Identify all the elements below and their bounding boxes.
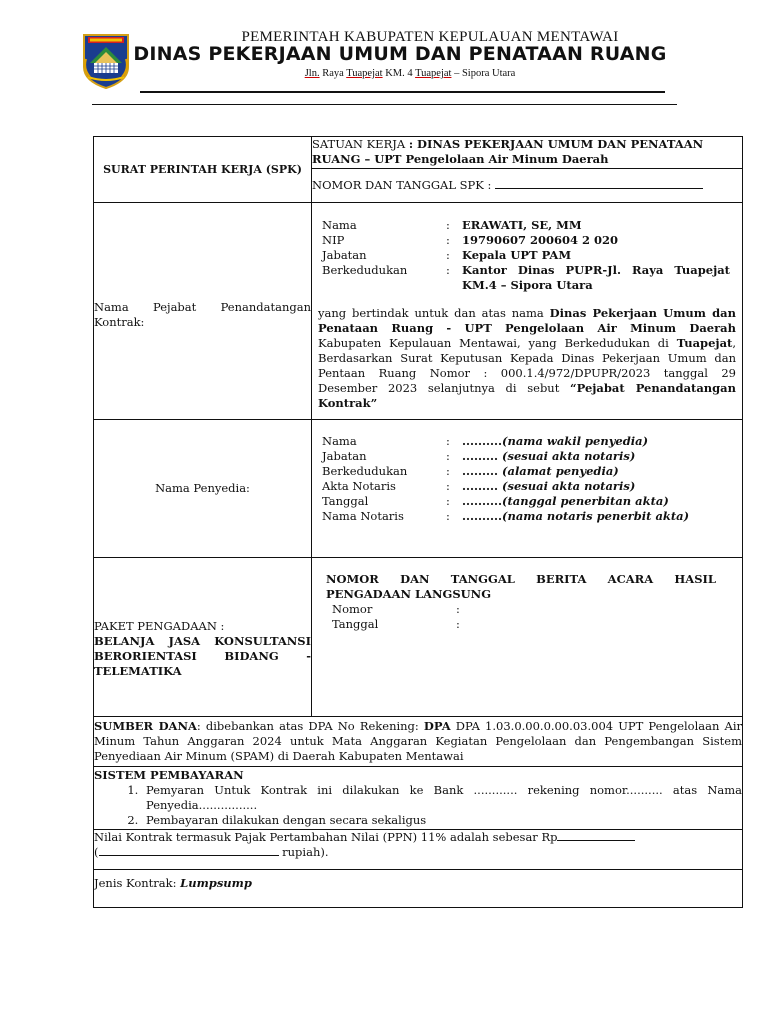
field-dots: .......... bbox=[462, 494, 503, 508]
field-colon: : bbox=[446, 263, 450, 277]
nilai-kontrak-amount-blank[interactable] bbox=[557, 840, 635, 841]
nilai-kontrak-text: Nilai Kontrak termasuk Pajak Pertambahan Nilai (PPN) 11% adalah sebesar Rp bbox=[94, 830, 558, 844]
field-key: Berkedudukan bbox=[322, 263, 408, 277]
spk-number-label: NOMOR DAN TANGGAL SPK : bbox=[312, 178, 496, 192]
berita-acara-title: NOMOR DAN TANGGAL BERITA ACARA HASIL PENGADAAN LANGSUNG bbox=[326, 572, 716, 601]
satker-value: : DINAS PEKERJAAN UMUM DAN PENATAAN RUANG – UPT Pengelolaan Air Minum Daerah bbox=[312, 137, 704, 166]
spk-number-blank[interactable] bbox=[495, 188, 703, 189]
field-value: Kepala UPT PAM bbox=[462, 248, 572, 262]
sumber-dana-cell bbox=[94, 717, 743, 767]
field-value: (alamat penyedia) bbox=[502, 464, 619, 478]
pembayaran-item: 2. Pembayaran dilakukan dengan secara sekaligus bbox=[142, 813, 742, 828]
address-part: Tuapejat bbox=[415, 68, 452, 79]
field-dots: .......... bbox=[462, 434, 503, 448]
letterhead-rule-thin bbox=[92, 104, 677, 105]
pejabat-paragraph bbox=[312, 293, 742, 413]
penyedia-row bbox=[322, 509, 689, 524]
para-text: yang bertindak untuk dan atas nama bbox=[318, 306, 550, 320]
department-name: DINAS PEKERJAAN UMUM DAN PENATAAN RUANG bbox=[133, 43, 667, 65]
penyedia-detail-cell bbox=[312, 420, 743, 558]
field-key: Nama bbox=[322, 434, 357, 448]
field-key: Nama bbox=[322, 218, 357, 232]
penyedia-row bbox=[322, 479, 689, 494]
para-text: Tuapejat bbox=[676, 336, 733, 350]
pejabat-row bbox=[322, 233, 730, 248]
jenis-kontrak-cell bbox=[94, 870, 743, 908]
address-part: Raya bbox=[319, 68, 347, 79]
pembayaran-item: 1. Pemyaran Untuk Kontrak ini dilakukan ke Bank ............ rekening nomor.......... atas Nama Penyedia................ bbox=[142, 783, 742, 813]
field-colon: : bbox=[446, 233, 450, 247]
field-value: 19790607 200604 2 020 bbox=[462, 233, 619, 247]
field-key: Tanggal bbox=[322, 494, 369, 508]
field-value: (tanggal penerbitan akta) bbox=[502, 494, 669, 508]
penyedia-fields bbox=[322, 434, 689, 524]
penyedia-row bbox=[322, 434, 689, 449]
para-text: Kabupaten Kepulauan Mentawai, yang Berkedudukan di bbox=[318, 336, 677, 350]
paket-label: PAKET PENGADAAN : bbox=[94, 619, 225, 633]
field-value: Kantor Dinas PUPR-Jl. Raya Tuapejat KM.4 – Sipora Utara bbox=[462, 263, 730, 292]
pejabat-label: Nama Pejabat Penandatangan Kontrak: bbox=[94, 300, 311, 329]
nilai-kontrak-text: rupiah). bbox=[278, 845, 329, 859]
field-key: Jabatan bbox=[322, 449, 367, 463]
pejabat-label-cell bbox=[94, 203, 312, 420]
berita-acara-row bbox=[332, 602, 472, 617]
pejabat-detail-cell bbox=[312, 203, 743, 420]
field-key: NIP bbox=[322, 233, 345, 247]
sumber-dana-text: DPA 1.03.0.00.0.00.03.004 UPT Pengelolaan Air Minum Tahun Anggaran 2024 untuk Mata Anggaran Kegiatan Pengelolaan dan Pengembangan Sistem Penyediaan Air Minum (SPAM) di Daerah Kabupaten Mentawai bbox=[94, 719, 742, 763]
nilai-kontrak-cell bbox=[94, 830, 743, 870]
berita-acara-fields bbox=[332, 602, 472, 632]
address-part: – Sipora Utara bbox=[451, 68, 516, 79]
address-part: Tuapejat bbox=[346, 68, 383, 79]
field-value: (nama wakil penyedia) bbox=[502, 434, 649, 448]
field-dots: ......... bbox=[462, 464, 503, 478]
pembayaran-label: SISTEM PEMBAYARAN bbox=[94, 768, 244, 782]
penyedia-row bbox=[322, 494, 689, 509]
field-colon: : bbox=[446, 479, 450, 493]
field-colon: : bbox=[446, 218, 450, 232]
field-colon: : bbox=[456, 617, 460, 631]
field-colon: : bbox=[446, 248, 450, 262]
pembayaran-list bbox=[94, 783, 742, 828]
field-colon: : bbox=[446, 509, 450, 523]
field-colon: : bbox=[446, 434, 450, 448]
field-value: (sesuai akta notaris) bbox=[502, 449, 636, 463]
para-text: , Berdasarkan Surat Keputusan Kepada Dinas Pekerjaan Umum dan Pentaan Ruang Nomor : 000.1.4/972/DPUPR/2023 tanggal 29 Desember 2023 selanjutnya di sebut bbox=[318, 336, 736, 395]
pejabat-row bbox=[322, 263, 730, 293]
field-colon: : bbox=[456, 602, 460, 616]
field-key: Nomor bbox=[332, 602, 373, 616]
nilai-kontrak-words-blank[interactable] bbox=[99, 855, 279, 856]
field-colon: : bbox=[446, 449, 450, 463]
address-part: Jln. bbox=[304, 68, 320, 79]
field-colon: : bbox=[446, 494, 450, 508]
spk-title-cell bbox=[94, 137, 312, 203]
penyedia-row bbox=[322, 464, 689, 479]
field-value: ERAWATI, SE, MM bbox=[462, 218, 582, 232]
field-key: Nama Notaris bbox=[322, 509, 404, 523]
satker-cell bbox=[312, 137, 743, 169]
field-dots: .......... bbox=[462, 509, 503, 523]
field-colon: : bbox=[446, 464, 450, 478]
field-key: Tanggal bbox=[332, 617, 379, 631]
jenis-kontrak-label: Jenis Kontrak: bbox=[94, 876, 181, 890]
nilai-kontrak-text: ( bbox=[94, 845, 99, 859]
pejabat-row bbox=[322, 218, 730, 233]
government-name: PEMERINTAH KABUPATEN KEPULAUAN MENTAWAI bbox=[241, 29, 619, 45]
letterhead-rule-thick bbox=[140, 91, 665, 93]
pejabat-fields bbox=[322, 218, 730, 293]
paket-name: BELANJA JASA KONSULTANSI BERORIENTASI BIDANG - TELEMATIKA bbox=[94, 634, 311, 678]
penyedia-label: Nama Penyedia: bbox=[155, 481, 250, 495]
field-dots: ......... bbox=[462, 449, 503, 463]
para-text: “Pejabat Penandatangan Kontrak” bbox=[318, 381, 736, 410]
berita-acara-cell bbox=[312, 558, 743, 717]
field-value: (sesuai akta notaris) bbox=[502, 479, 636, 493]
field-key: Berkedudukan bbox=[322, 464, 408, 478]
field-value: (nama notaris penerbit akta) bbox=[502, 509, 690, 523]
spk-form-table bbox=[93, 136, 743, 908]
sumber-dana-dpa: DPA bbox=[423, 719, 451, 733]
address-part: KM. 4 bbox=[382, 68, 416, 79]
berita-acara-row bbox=[332, 617, 472, 632]
jenis-kontrak-value: Lumpsump bbox=[180, 876, 252, 890]
satker-label: SATUAN KERJA bbox=[312, 137, 409, 151]
pembayaran-cell bbox=[94, 767, 743, 830]
spk-title: SURAT PERINTAH KERJA (SPK) bbox=[103, 162, 302, 176]
field-dots: ......... bbox=[462, 479, 503, 493]
sumber-dana-text: : dibebankan atas DPA No Rekening: bbox=[196, 719, 424, 733]
para-text: Dinas Pekerjaan Umum dan Penataan Ruang - UPT Pengelolaan Air Minum Daerah bbox=[318, 306, 736, 335]
department-address bbox=[140, 68, 680, 79]
field-key: Jabatan bbox=[322, 248, 367, 262]
penyedia-row bbox=[322, 449, 689, 464]
pejabat-row bbox=[322, 248, 730, 263]
sumber-dana-label: SUMBER DANA bbox=[94, 719, 197, 733]
penyedia-label-cell bbox=[94, 420, 312, 558]
field-key: Akta Notaris bbox=[322, 479, 396, 493]
paket-label-cell bbox=[94, 558, 312, 717]
spk-number-cell bbox=[312, 169, 743, 203]
